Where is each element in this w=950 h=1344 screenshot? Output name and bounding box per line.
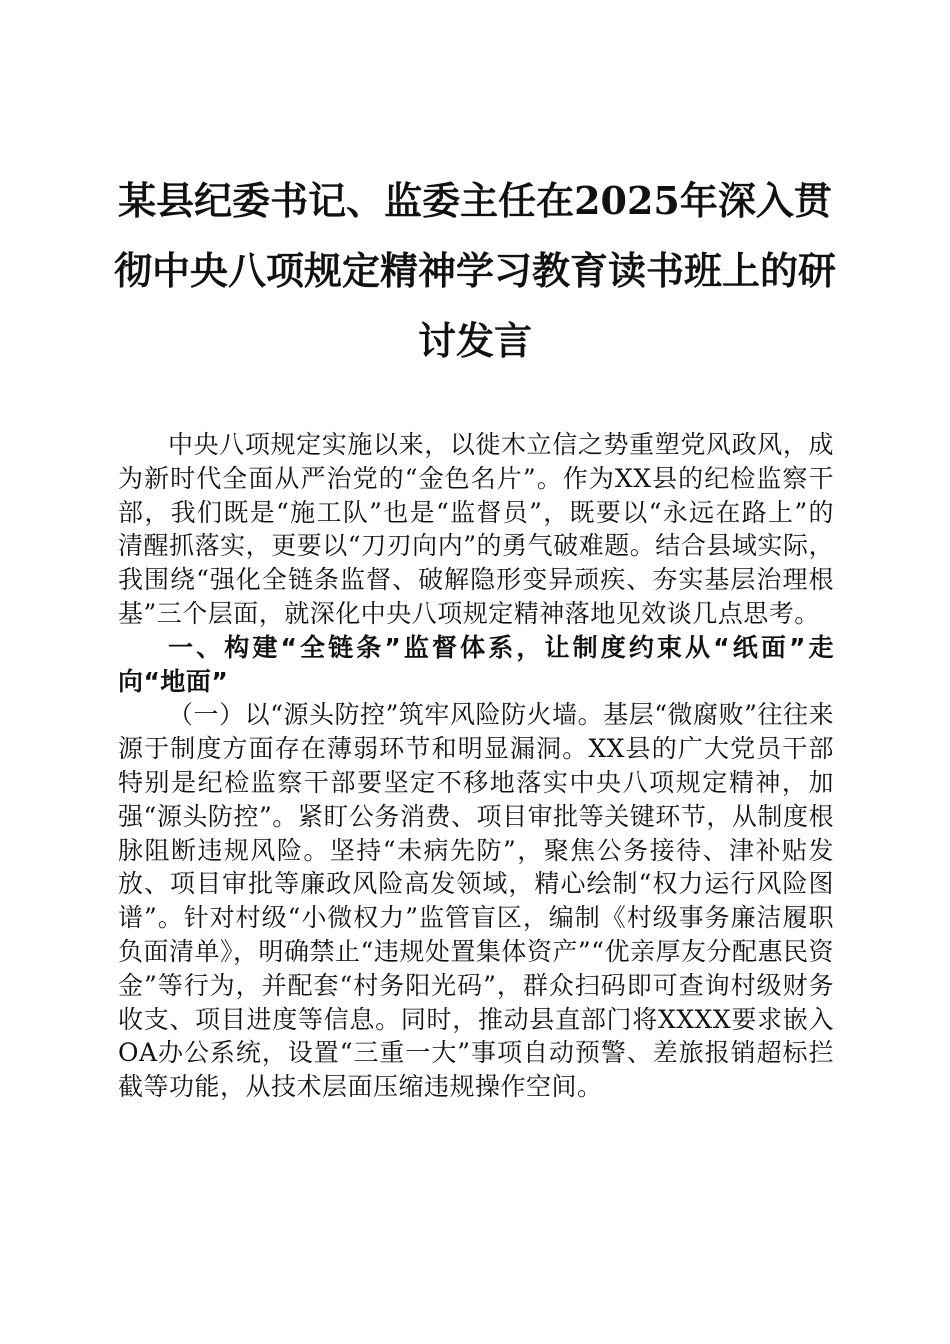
intro-paragraph: 中央八项规定实施以来，以徙木立信之势重塑党风政风，成为新时代全面从严治党的“金色名片”。作为XX县的纪检监察干部，我们既是“施工队”也是“监督员”，既要以“永远在路上”的清醒抓落实，更要以“刀刃向内”的勇气破难题。结合县域实际，我围绕“强化全链条监督、破解隐形变异顽疾、夯实基层治理根基”三个层面，就深化中央八项规定精神落地见效谈几点思考。 xyxy=(118,430,834,628)
subsection-paragraph-1: （一）以“源头防控”筑牢风险防火墙。基层“微腐败”往往来源于制度方面存在薄弱环节和明显漏洞。XX县的广大党员干部特别是纪检监察干部要坚定不移地落实中央八项规定精神，加强“源头防控”。紧盯公务消费、项目审批等关键环节，从制度根脉阻断违规风险。坚持“未病先防”，聚焦公务接待、津补贴发放、项目审批等廉政风险高发领域，精心绘制“权力运行风险图谱”。针对村级“小微权力”监管盲区，编制《村级事务廉洁履职负面清单》，明确禁止“违规处置集体资产”“优亲厚友分配惠民资金”等行为，并配套“村务阳光码”，群众扫码即可查询村级财务收支、项目进度等信息。同时，推动县直部门将XXXX要求嵌入OA办公系统，设置“三重一大”事项自动预警、差旅报销超标拦截等功能，从技术层面压缩违规操作空间。 xyxy=(118,700,834,1102)
document-body xyxy=(118,428,834,1104)
section-heading-1: 一、构建“全链条”监督体系，让制度约束从“纸面”走向“地面” xyxy=(118,632,834,696)
document-title: 某县纪委书记、监委主任在2025年深入贯彻中央八项规定精神学习教育读书班上的研讨发言 xyxy=(113,178,836,363)
